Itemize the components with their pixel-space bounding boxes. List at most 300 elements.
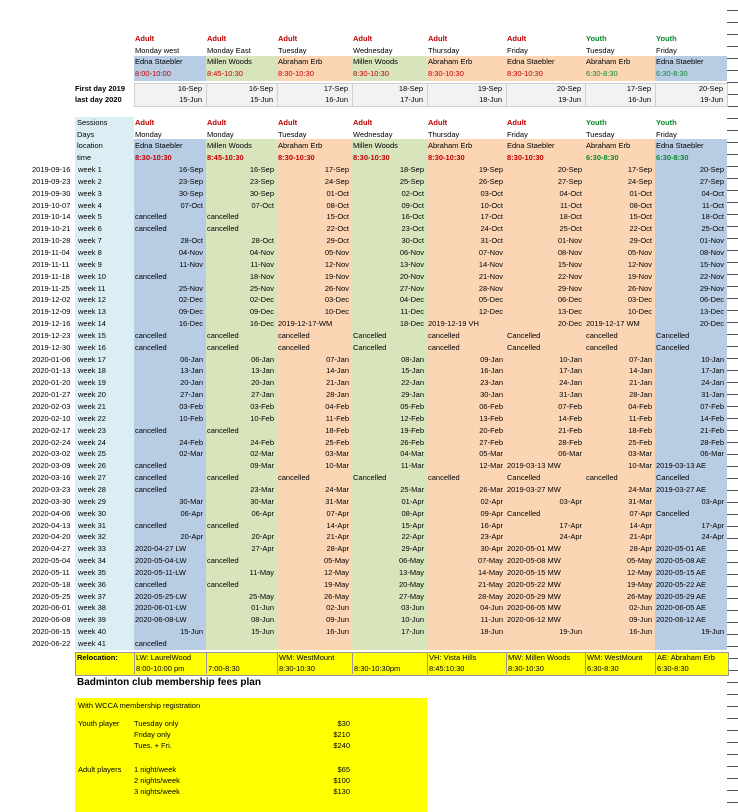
schedule-cell: 24-Jan bbox=[559, 378, 582, 388]
schedule-cell: 13-May bbox=[398, 567, 424, 577]
schedule-cell: 17-Oct bbox=[480, 212, 503, 222]
schedule-cell: 2020-04-27 LW bbox=[135, 544, 187, 554]
schedule-cell: 03-Feb bbox=[179, 402, 203, 411]
week-number: week 2 bbox=[78, 176, 102, 186]
schedule-cell: cancelled bbox=[135, 473, 167, 483]
header-time: 8:45-10:30 bbox=[207, 69, 243, 78]
gridline-tick bbox=[727, 562, 738, 563]
header-day: Monday East bbox=[207, 46, 251, 55]
schedule-cell: 04-Nov bbox=[249, 247, 274, 257]
gridline-tick bbox=[727, 514, 738, 515]
gridline-tick bbox=[727, 418, 738, 419]
gridline-tick bbox=[727, 286, 738, 287]
week-number: week 13 bbox=[78, 307, 106, 317]
gridline-tick bbox=[727, 166, 738, 167]
schedule-cell: 04-Feb bbox=[325, 402, 349, 411]
schedule-cell: 20-Feb bbox=[479, 425, 503, 435]
schedule-cell: 15-Oct bbox=[326, 212, 349, 222]
gridline-tick bbox=[727, 742, 738, 743]
schedule-cell: 24-Feb bbox=[250, 437, 274, 447]
schedule-cell: 21-Apr bbox=[629, 532, 652, 542]
schedule-cell: 02-Apr bbox=[480, 496, 503, 506]
schedule-cell: 29-Oct bbox=[326, 236, 349, 246]
schedule-cell: 12-Dec bbox=[478, 307, 503, 317]
schedule-cell: 30-Mar bbox=[250, 496, 274, 506]
schedule-cell: 2020-05-25-LW bbox=[135, 591, 187, 601]
week-number: week 40 bbox=[78, 627, 106, 637]
schedule-cell: 23-Sep bbox=[249, 176, 274, 186]
schedule-cell: Cancelled bbox=[656, 342, 690, 352]
gridline-tick bbox=[727, 766, 738, 767]
schedule-cell: 11-Mar bbox=[400, 461, 424, 471]
schedule-cell: 29-Apr bbox=[401, 544, 424, 554]
gridline-tick bbox=[727, 586, 738, 587]
schedule-cell: Cancelled bbox=[507, 508, 541, 518]
schedule-cell: 12-May bbox=[323, 567, 349, 577]
schedule-cell: 19-Jun bbox=[559, 627, 582, 637]
schedule-cell: 25-Nov bbox=[249, 283, 274, 293]
week-date: 2020-05-04 bbox=[32, 556, 71, 566]
schedule-cell: 08-Jan bbox=[401, 354, 424, 364]
schedule-cell: 2020-05-11-LW bbox=[135, 567, 186, 577]
week-number: week 24 bbox=[78, 437, 106, 447]
header-coach: Edna Staebler bbox=[507, 57, 555, 66]
session-time: 8:30-10:30 bbox=[507, 152, 544, 162]
schedule-cell: 24-Apr bbox=[559, 532, 582, 542]
schedule-cell: 14-Jan bbox=[629, 366, 652, 376]
youth-plan: Tuesday only bbox=[134, 718, 179, 728]
week-date: 2020-03-02 bbox=[32, 449, 71, 459]
schedule-cell: 28-May bbox=[477, 591, 503, 601]
schedule-cell: 2019-12-19 VH bbox=[428, 319, 479, 329]
schedule-cell: 18-Oct bbox=[701, 212, 724, 222]
week-date: 2019-12-16 bbox=[32, 319, 71, 329]
schedule-cell: 05-Mar bbox=[479, 449, 503, 459]
header-type: Adult bbox=[353, 34, 373, 43]
week-date: 2019-10-28 bbox=[32, 236, 71, 246]
schedule-cell: 28-Jan bbox=[629, 390, 652, 400]
week-date: 2020-04-20 bbox=[32, 532, 71, 542]
session-day: Monday bbox=[207, 129, 234, 139]
schedule-cell: 09-Apr bbox=[480, 508, 503, 518]
schedule-cell: 13-Feb bbox=[479, 413, 503, 423]
schedule-cell: 07-Oct bbox=[251, 200, 274, 210]
header-time: 6:30-8:30 bbox=[656, 69, 688, 78]
gridline-tick bbox=[727, 334, 738, 335]
week-date: 2020-06-01 bbox=[32, 603, 71, 613]
schedule-cell: 10-Feb bbox=[250, 413, 274, 423]
schedule-cell: cancelled bbox=[135, 212, 167, 222]
schedule-cell: 18-Jun bbox=[480, 627, 503, 637]
schedule-cell: 30-Oct bbox=[401, 236, 424, 246]
adult-plan: 1 night/week bbox=[134, 764, 177, 774]
schedule-cell: 2020-05-04-LW bbox=[135, 556, 187, 566]
schedule-cell: 04-Mar bbox=[400, 449, 424, 459]
schedule-cell: 15-Oct bbox=[629, 212, 652, 222]
schedule-cell: 19-Feb bbox=[400, 425, 424, 435]
schedule-cell: 11-Nov bbox=[250, 259, 274, 269]
schedule-cell: 25-Oct bbox=[701, 224, 724, 234]
gridline-tick bbox=[727, 622, 738, 623]
schedule-cell: 25-Sep bbox=[399, 176, 424, 186]
schedule-cell: cancelled bbox=[207, 425, 239, 435]
gridline-tick bbox=[727, 274, 738, 275]
schedule-cell: 07-Apr bbox=[326, 508, 349, 518]
schedule-cell: 15-Apr bbox=[401, 520, 424, 530]
schedule-cell: 30-Mar bbox=[179, 496, 203, 506]
schedule-cell: 11-Oct bbox=[560, 200, 582, 210]
week-date: 2020-03-23 bbox=[32, 484, 71, 494]
week-number: week 18 bbox=[78, 366, 106, 376]
header-type: Adult bbox=[135, 34, 155, 43]
week-number: week 19 bbox=[78, 378, 106, 388]
schedule-cell: 21-Jan bbox=[629, 378, 652, 388]
week-date: 2020-04-13 bbox=[32, 520, 71, 530]
schedule-cell: 15-Nov bbox=[699, 259, 724, 269]
first-day-value: 20-Sep bbox=[698, 84, 723, 93]
schedule-cell: 26-Mar bbox=[479, 484, 503, 494]
last-day-value: 15-Jun bbox=[250, 95, 273, 104]
gridline-tick bbox=[727, 778, 738, 779]
schedule-cell: cancelled bbox=[207, 342, 239, 352]
schedule-cell: 16-Oct bbox=[401, 212, 424, 222]
week-date: 2020-02-17 bbox=[32, 425, 71, 435]
gridline-tick bbox=[727, 730, 738, 731]
header-day: Friday bbox=[507, 46, 528, 55]
schedule-cell: 02-Jun bbox=[326, 603, 349, 613]
schedule-cell: 16-Sep bbox=[178, 165, 203, 174]
session-coach: Edna Staebler bbox=[656, 141, 704, 150]
schedule-cell: 13-Dec bbox=[557, 307, 582, 317]
week-date: 2020-05-11 bbox=[32, 567, 70, 577]
week-number: week 23 bbox=[78, 425, 106, 435]
schedule-cell: 07-Oct bbox=[180, 200, 203, 210]
week-number: week 11 bbox=[78, 283, 106, 293]
schedule-cell: 27-Jan bbox=[180, 390, 203, 400]
relocation-divider bbox=[506, 652, 507, 674]
gridline-tick bbox=[727, 502, 738, 503]
schedule-cell: 26-Nov bbox=[627, 283, 652, 293]
week-date: 2020-05-18 bbox=[32, 579, 71, 589]
schedule-cell: 2020-06-05 MW bbox=[507, 603, 561, 613]
schedule-cell: Cancelled bbox=[353, 342, 387, 352]
schedule-cell: 21-Apr bbox=[326, 532, 349, 542]
schedule-cell: Cancelled bbox=[656, 330, 690, 340]
relocation-divider bbox=[427, 652, 428, 674]
schedule-cell: 25-Feb bbox=[628, 437, 652, 447]
header-type: Youth bbox=[656, 34, 677, 43]
schedule-cell: 06-Feb bbox=[479, 402, 503, 411]
schedule-cell: 24-Apr bbox=[701, 532, 724, 542]
schedule-cell: 09-Jan bbox=[480, 354, 503, 364]
header-coach: Millen Woods bbox=[353, 57, 398, 66]
week-number: week 31 bbox=[78, 520, 106, 530]
gridline-tick bbox=[727, 178, 738, 179]
first-day-value: 20-Sep bbox=[556, 84, 581, 93]
session-day: Friday bbox=[656, 129, 677, 139]
schedule-cell: 19-May bbox=[626, 579, 652, 589]
schedule-cell: 12-Feb bbox=[400, 413, 424, 423]
gridline-tick bbox=[727, 262, 738, 263]
schedule-cell: cancelled bbox=[278, 342, 310, 352]
schedule-cell: 10-Jun bbox=[401, 615, 424, 625]
schedule-cell: 24-Sep bbox=[627, 176, 652, 186]
schedule-cell: 09-Jun bbox=[326, 615, 349, 625]
schedule-cell: 06-Jan bbox=[251, 354, 274, 364]
schedule-cell: 11-Jun bbox=[480, 615, 503, 625]
week-date: 2019-11-18 bbox=[32, 271, 70, 281]
schedule-cell: 07-Nov bbox=[478, 247, 503, 257]
session-coach: Millen Woods bbox=[353, 141, 398, 150]
session-day: Wednesday bbox=[353, 129, 393, 139]
schedule-cell: 04-Oct bbox=[559, 188, 582, 198]
schedule-cell: 09-Dec bbox=[178, 307, 203, 317]
week-date: 2019-09-30 bbox=[32, 188, 71, 198]
last-day-value: 15-Jun bbox=[179, 95, 202, 104]
schedule-cell: 10-Oct bbox=[480, 200, 503, 210]
schedule-cell: 23-Jan bbox=[480, 378, 503, 388]
schedule-cell: 24-Jan bbox=[701, 378, 724, 388]
week-number: week 16 bbox=[78, 342, 106, 352]
week-number: week 12 bbox=[78, 295, 106, 305]
schedule-cell: 20-May bbox=[398, 579, 424, 589]
schedule-cell: 26-Sep bbox=[478, 176, 503, 186]
week-number: week 41 bbox=[78, 639, 106, 648]
header-type: Adult bbox=[507, 34, 527, 43]
schedule-cell: 01-Apr bbox=[401, 496, 424, 506]
gridline-tick bbox=[727, 790, 738, 791]
schedule-cell: 29-Oct bbox=[629, 236, 652, 246]
schedule-cell: 06-Apr bbox=[180, 508, 203, 518]
schedule-cell: 18-Feb bbox=[325, 425, 349, 435]
schedule-cell: 16-Jun bbox=[326, 627, 349, 637]
schedule-cell: 11-Dec bbox=[400, 307, 424, 317]
first-day-value: 17-Sep bbox=[626, 84, 651, 93]
schedule-cell: 01-Oct bbox=[326, 188, 349, 198]
schedule-cell: 28-Apr bbox=[326, 544, 349, 554]
week-number: week 10 bbox=[78, 271, 106, 281]
schedule-cell: 25-May bbox=[248, 591, 274, 601]
schedule-cell: 26-Nov bbox=[324, 283, 349, 293]
week-number: week 34 bbox=[78, 556, 106, 566]
header-day: Wednesday bbox=[353, 46, 393, 55]
header-time: 8:30-10:30 bbox=[428, 69, 464, 78]
week-date: 2020-03-09 bbox=[32, 461, 71, 471]
schedule-cell: cancelled bbox=[135, 271, 167, 281]
gridline-tick bbox=[727, 118, 738, 119]
gridline-tick bbox=[727, 718, 738, 719]
schedule-cell: 01-Nov bbox=[699, 236, 724, 246]
schedule-cell: 27-Feb bbox=[479, 437, 503, 447]
schedule-cell: 01-Nov bbox=[557, 236, 582, 246]
sessions-header-label: Days bbox=[77, 129, 95, 139]
schedule-cell: cancelled bbox=[135, 342, 167, 352]
schedule-cell: 05-May bbox=[323, 556, 349, 566]
schedule-cell: 26-May bbox=[323, 591, 349, 601]
week-number: week 5 bbox=[78, 212, 102, 222]
schedule-cell: cancelled bbox=[428, 473, 460, 483]
schedule-cell: 07-Jan bbox=[629, 354, 652, 364]
schedule-cell: 20-Jan bbox=[180, 378, 203, 388]
gridline-tick bbox=[727, 358, 738, 359]
schedule-cell: cancelled bbox=[207, 473, 239, 483]
adult-price: $65 bbox=[337, 764, 350, 774]
schedule-cell: 05-Feb bbox=[400, 402, 424, 411]
youth-price: $210 bbox=[333, 729, 350, 739]
week-date: 2020-01-27 bbox=[32, 390, 71, 400]
last-day-value: 19-Jun bbox=[558, 95, 581, 104]
session-type: Adult bbox=[135, 118, 155, 127]
week-date: 2019-12-30 bbox=[32, 342, 71, 352]
gridline-tick bbox=[727, 490, 738, 491]
week-number: week 30 bbox=[78, 508, 106, 518]
week-date: 2019-09-16 bbox=[32, 165, 71, 174]
schedule-cell: cancelled bbox=[135, 224, 167, 234]
gridline-tick bbox=[727, 682, 738, 683]
schedule-cell: 13-Dec bbox=[699, 307, 724, 317]
schedule-cell: cancelled bbox=[207, 224, 239, 234]
gridline-tick bbox=[727, 58, 738, 59]
schedule-cell: 09-Dec bbox=[249, 307, 274, 317]
session-day: Friday bbox=[507, 129, 528, 139]
header-coach: Millen Woods bbox=[207, 57, 252, 66]
header-time: 8:30-10:30 bbox=[278, 69, 314, 78]
schedule-cell: 23-Sep bbox=[178, 176, 203, 186]
schedule-cell: 26-May bbox=[626, 591, 652, 601]
schedule-cell: 17-Jan bbox=[559, 366, 582, 376]
schedule-cell: 18-Nov bbox=[249, 271, 274, 281]
schedule-cell: 19-May bbox=[323, 579, 349, 589]
gridline-tick bbox=[727, 10, 738, 11]
schedule-cell: 21-Jan bbox=[326, 378, 349, 388]
schedule-cell: 18-Oct bbox=[559, 212, 582, 222]
schedule-cell: 2019-03-13 MW bbox=[507, 461, 561, 471]
schedule-cell: 27-May bbox=[398, 591, 424, 601]
session-day: Monday bbox=[135, 129, 162, 139]
schedule-cell: 17-Sep bbox=[324, 165, 349, 174]
gridline-tick bbox=[727, 634, 738, 635]
week-number: week 36 bbox=[78, 579, 106, 589]
last-day-value: 16-Jun bbox=[325, 95, 348, 104]
gridline-tick bbox=[727, 694, 738, 695]
relocation-site: LW: LaurelWood bbox=[136, 652, 192, 662]
schedule-cell: 18-Sep bbox=[399, 165, 424, 174]
schedule-cell: 18-Dec bbox=[399, 319, 424, 329]
session-coach: Millen Woods bbox=[207, 141, 252, 150]
session-type: Adult bbox=[428, 118, 448, 127]
week-number: week 27 bbox=[78, 473, 106, 483]
schedule-cell: cancelled bbox=[586, 342, 618, 352]
gridline-tick bbox=[727, 478, 738, 479]
adult-label: Adult players bbox=[78, 764, 122, 774]
schedule-cell: cancelled bbox=[135, 461, 167, 471]
schedule-cell: 16-Apr bbox=[480, 520, 503, 530]
schedule-cell: 2020-05-08 AE bbox=[656, 556, 707, 566]
week-number: week 14 bbox=[78, 319, 106, 329]
gridline-tick bbox=[727, 574, 738, 575]
schedule-cell: 02-Mar bbox=[250, 449, 274, 459]
schedule-cell: 28-Oct bbox=[251, 236, 274, 246]
schedule-cell: 09-Jun bbox=[629, 615, 652, 625]
schedule-cell: 17-Sep bbox=[627, 165, 652, 174]
schedule-cell: 2019-12-17 WM bbox=[586, 319, 640, 329]
gridline-tick bbox=[727, 70, 738, 71]
schedule-cell: 20-Dec bbox=[699, 319, 724, 329]
schedule-cell: 28-Apr bbox=[629, 544, 652, 554]
schedule-cell: Cancelled bbox=[507, 342, 541, 352]
gridline-tick bbox=[727, 382, 738, 383]
relocation-time: 8:30-10:30pm bbox=[354, 663, 401, 673]
schedule-cell: 17-Jun bbox=[401, 627, 424, 637]
schedule-cell: 06-Apr bbox=[251, 508, 274, 518]
adult-plan: 2 nights/week bbox=[134, 775, 180, 785]
relocation-divider bbox=[134, 652, 135, 674]
youth-price: $30 bbox=[337, 718, 350, 728]
schedule-cell: 14-Jan bbox=[326, 366, 349, 376]
week-number: week 29 bbox=[78, 496, 106, 506]
gridline-tick bbox=[727, 706, 738, 707]
schedule-cell: 17-Apr bbox=[559, 520, 582, 530]
schedule-cell: 22-Apr bbox=[401, 532, 424, 542]
first-day-value: 18-Sep bbox=[398, 84, 423, 93]
gridline-tick bbox=[727, 346, 738, 347]
schedule-cell: cancelled bbox=[428, 342, 460, 352]
session-type: Youth bbox=[656, 118, 677, 127]
week-date: 2020-04-06 bbox=[32, 508, 71, 518]
schedule-cell: 20-Jan bbox=[251, 378, 274, 388]
header-type: Youth bbox=[586, 34, 607, 43]
week-date: 2019-11-11 bbox=[32, 259, 70, 269]
session-time: 8:45-10:30 bbox=[207, 152, 244, 162]
gridline-tick bbox=[727, 442, 738, 443]
week-number: week 8 bbox=[78, 247, 102, 257]
youth-plan: Tues. + Fri. bbox=[134, 740, 172, 750]
schedule-cell: 01-Oct bbox=[629, 188, 652, 198]
schedule-cell: cancelled bbox=[207, 579, 239, 589]
schedule-cell: 30-Jan bbox=[480, 390, 503, 400]
week-date: 2019-12-23 bbox=[32, 330, 71, 340]
gridline-tick bbox=[727, 238, 738, 239]
schedule-cell: 08-Oct bbox=[629, 200, 652, 210]
week-date: 2020-06-08 bbox=[32, 615, 71, 625]
schedule-cell: 10-Jan bbox=[701, 354, 724, 364]
schedule-cell: 31-Mar bbox=[628, 496, 652, 506]
schedule-cell: 07-Feb bbox=[558, 402, 582, 411]
adult-price: $100 bbox=[333, 775, 350, 785]
gridline-tick bbox=[727, 34, 738, 35]
fees-subtitle: With WCCA membership registration bbox=[78, 700, 201, 710]
schedule-cell: 10-Dec bbox=[627, 307, 652, 317]
last-day-value: 17-Jun bbox=[400, 95, 423, 104]
schedule-cell: 04-Jun bbox=[480, 603, 503, 613]
schedule-cell: 2019-03-27 MW bbox=[507, 484, 561, 494]
schedule-cell: cancelled bbox=[135, 425, 167, 435]
schedule-cell: 19-Jun bbox=[701, 627, 724, 637]
week-number: week 37 bbox=[78, 591, 106, 601]
schedule-cell: 04-Nov bbox=[178, 247, 203, 257]
schedule-cell: 11-Feb bbox=[628, 413, 652, 423]
relocation-site: VH: Vista Hills bbox=[429, 652, 477, 662]
first-day-value: 16-Sep bbox=[177, 84, 202, 93]
week-number: week 33 bbox=[78, 544, 106, 554]
schedule-cell: Cancelled bbox=[353, 473, 387, 483]
schedule-cell: 24-Oct bbox=[480, 224, 503, 234]
week-date: 2019-11-04 bbox=[32, 247, 70, 257]
schedule-cell: 24-Sep bbox=[324, 176, 349, 186]
week-number: week 20 bbox=[78, 390, 106, 400]
schedule-cell: 21-Nov bbox=[478, 271, 503, 281]
schedule-cell: 2019-03-27 AE bbox=[656, 484, 707, 494]
